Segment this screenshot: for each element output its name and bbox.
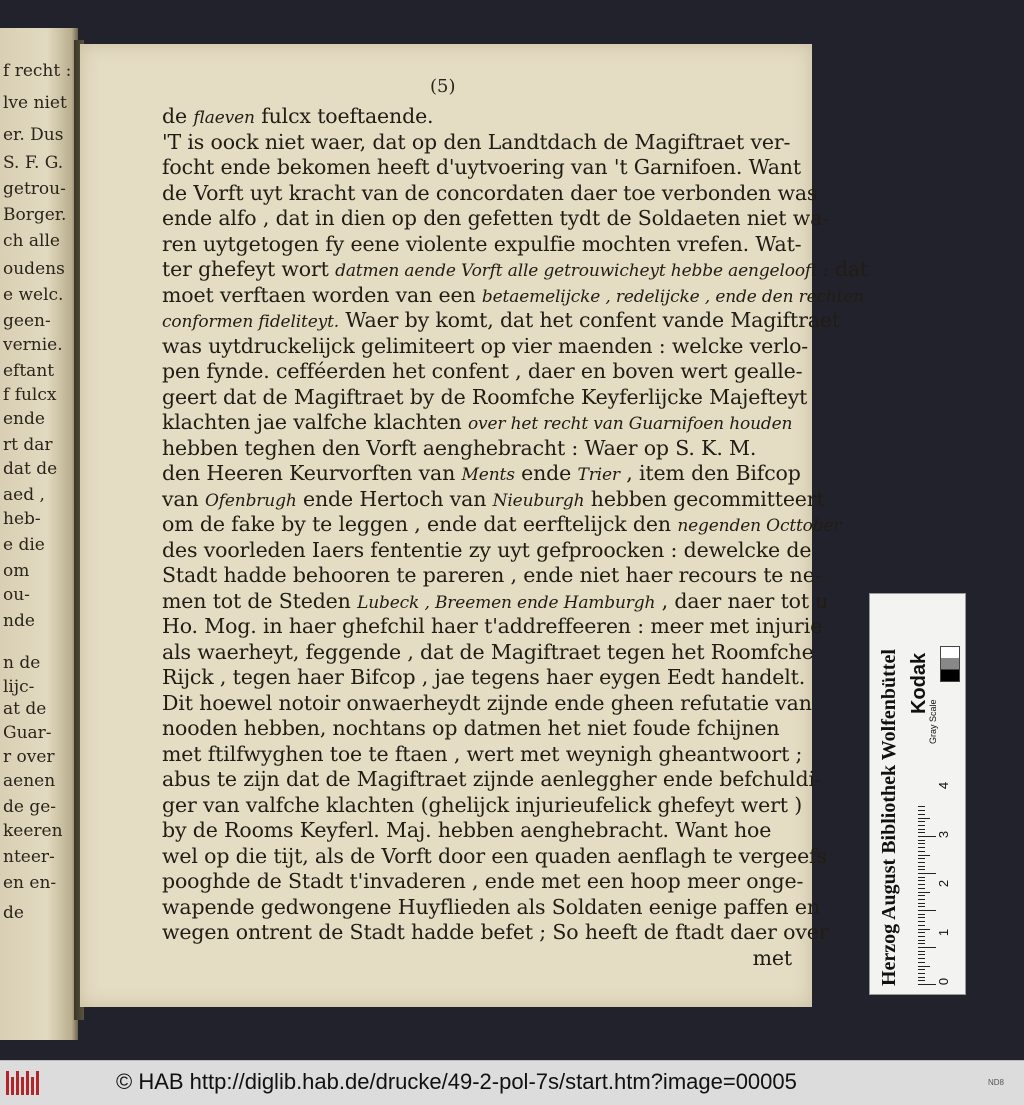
text-line — [162, 689, 862, 717]
previous-page-fragment: Guar- — [3, 723, 52, 743]
ruler-tick — [918, 932, 925, 933]
ruler-tick — [918, 858, 925, 859]
library-name: Herzog August Bibliothek Wolfenbüttel — [878, 649, 900, 986]
text-line — [162, 663, 862, 691]
italic-span: flaeven — [193, 108, 255, 128]
text-span: moet verftaen worden van een — [162, 282, 482, 307]
text-span: dat — [828, 257, 869, 281]
ruler-tick — [918, 836, 936, 837]
previous-page-fragment: n de — [3, 653, 41, 673]
previous-page-edge — [0, 28, 78, 1040]
italic-span: Lubeck , Breemen ende Hamburgh — [357, 592, 656, 613]
ruler-tick — [918, 969, 925, 970]
ruler-tick — [918, 903, 925, 904]
text-line — [162, 434, 862, 462]
text-span: nooden hebben, nochtans op datmen het niet foude fchijnen — [162, 716, 780, 740]
previous-page-fragment: keeren — [3, 821, 63, 841]
gray-scale-ruler — [869, 593, 966, 995]
previous-page-fragment: getrou- — [3, 179, 66, 199]
ruler-tick — [918, 973, 925, 974]
italic-span: Ofenbrugh — [204, 490, 297, 511]
ruler-tick — [918, 877, 925, 878]
page-number: (5) — [430, 76, 456, 97]
previous-page-fragment: e welc. — [3, 285, 64, 305]
ruler-tick — [918, 873, 936, 874]
ruler-tick — [918, 825, 925, 826]
text-line — [162, 816, 862, 844]
ruler-tick — [918, 843, 925, 844]
ruler-tick — [918, 943, 925, 944]
text-span: om de fake by te leggen , ende dat eerftelijck den — [162, 512, 678, 536]
footer-mark: ND8 — [987, 1078, 1004, 1087]
previous-page-fragment: aed , — [3, 485, 45, 505]
text-span: met ftilfwyghen toe te ftaen , wert met weynigh gheantwoort ; — [162, 741, 803, 766]
text-line — [162, 638, 862, 666]
previous-page-fragment: lijc- — [3, 677, 35, 697]
previous-page-fragment: en en- — [3, 873, 57, 893]
ruler-scale-number: 1 — [936, 928, 952, 937]
previous-page-fragment: rt dar — [3, 435, 53, 455]
text-span: wapende gedwongene Huyflieden als Soldaten eenige paffen en — [162, 894, 820, 919]
previous-page-fragment: vernie. — [3, 335, 63, 355]
ruler-tick — [918, 810, 925, 811]
text-line — [162, 867, 862, 895]
footer-bar — [0, 1060, 1024, 1105]
ruler-tick — [918, 851, 925, 852]
copyright-url[interactable]: © HAB http://diglib.hab.de/drucke/49-2-pol-7s/start.htm?image=00005 — [116, 1069, 797, 1094]
ruler-tick — [918, 951, 925, 952]
text-span: ende alfo , dat in dien op den gefetten tydt de Soldaeten niet wa- — [162, 206, 829, 230]
previous-page-fragment: at de — [3, 699, 47, 719]
ruler-tick — [918, 814, 925, 815]
logo-bar — [36, 1071, 39, 1095]
previous-page-fragment: e die — [3, 535, 45, 555]
ruler-tick — [918, 962, 925, 963]
hab-logo-icon — [6, 1067, 46, 1099]
italic-span: Nieuburgh — [492, 490, 585, 511]
previous-page-fragment: S. F. G. — [3, 153, 64, 173]
text-line — [162, 332, 862, 360]
previous-page-fragment: ende — [3, 409, 45, 429]
previous-page-fragment: oudens — [3, 259, 65, 279]
previous-page-fragment: eftant — [3, 361, 55, 381]
text-line — [162, 740, 862, 768]
catchword: met — [752, 945, 792, 970]
ruler-tick — [918, 977, 925, 978]
ruler-tick — [918, 914, 925, 915]
text-span: hebben teghen den Vorft aenghebracht : Waer op S. K. M. — [162, 435, 757, 460]
text-span: wel op die tijt, als de Vorft door een quaden aenflagh te vergeefs — [162, 843, 827, 868]
text-line — [162, 383, 862, 411]
ruler-tick — [918, 806, 925, 807]
text-line — [162, 893, 862, 921]
logo-bar — [16, 1071, 19, 1095]
ruler-scale-number: 4 — [936, 781, 952, 790]
text-span: ende — [514, 461, 578, 485]
text-span: ter ghefeyt wort — [162, 257, 336, 281]
ruler-tick — [918, 840, 925, 841]
ruler-scale-number: 0 — [936, 977, 952, 986]
ruler-tick — [918, 884, 925, 885]
text-span: Dit hoewel notoir onwaerheydt zijnde ende gheen refutatie van — [162, 690, 812, 715]
text-span: de — [162, 104, 194, 128]
ruler-tick — [918, 958, 925, 959]
gray-swatch — [940, 646, 960, 682]
text-span: fulcx toeftaende. — [254, 104, 434, 128]
ruler-tick — [918, 980, 925, 981]
text-line — [162, 536, 862, 564]
ruler-tick — [918, 862, 925, 863]
ruler-tick — [918, 954, 925, 955]
text-span: pen fynde. cefféerden het confent , daer en boven wert gealle- — [162, 359, 803, 383]
ruler-tick — [918, 936, 925, 937]
ruler-tick — [918, 869, 925, 870]
text-span: 'T is oock niet waer, dat op den Landtdach de Magiftraet ver- — [162, 129, 791, 154]
text-span: geert dat de Magiftraet by de Roomfche Keyferlijcke Majefteyt — [162, 384, 808, 409]
logo-bar — [31, 1077, 34, 1095]
ruler-tick — [918, 940, 925, 941]
text-span: Waer by komt, dat het confent vande Magiftraet — [339, 308, 840, 332]
previous-page-fragment: de ge- — [3, 797, 57, 817]
text-line — [162, 204, 862, 232]
ruler-tick — [918, 892, 930, 893]
previous-page-fragment: nde — [3, 611, 35, 631]
text-span: de Vorft uyt kracht van de concordaten daer toe verbonden was — [162, 180, 818, 205]
text-span: , daer naer tot u — [655, 588, 829, 613]
ruler-brand: Kodak — [908, 652, 930, 714]
ruler-scale-number: 3 — [936, 830, 952, 839]
ruler-tick — [918, 818, 930, 819]
previous-page-fragment: nteer- — [3, 847, 55, 867]
text-line — [162, 765, 862, 793]
text-span: by de Rooms Keyferl. Maj. hebben aenghebracht. Want hoe — [162, 818, 772, 842]
text-line — [162, 179, 862, 207]
ruler-tick — [918, 888, 925, 889]
previous-page-fragment: f fulcx — [3, 385, 57, 405]
text-span: focht ende bekomen heeft d'uytvoering van 't Garnifoen. Want — [162, 155, 801, 179]
text-span: des voorleden Iaers fententie zy uyt gefproocken : dewelcke de — [162, 537, 812, 562]
previous-page-fragment: heb- — [3, 509, 41, 529]
ruler-scale-number: 2 — [936, 879, 952, 888]
logo-bar — [21, 1077, 24, 1095]
text-span: als waerheyt, feggende , dat de Magiftraet tegen het Roomfche — [162, 639, 814, 664]
ruler-tick — [918, 847, 925, 848]
previous-page-fragment: f recht : — [3, 61, 72, 81]
text-span: van — [162, 486, 205, 511]
ruler-tick — [918, 895, 925, 896]
ruler-tick — [918, 910, 936, 911]
logo-bar — [11, 1077, 14, 1095]
text-span: was uytdruckelijck gelimiteert op vier maenden : welcke verlo- — [162, 333, 809, 358]
text-span: ren uytgetogen fy eene violente expulfie mochten vrefen. Wat- — [162, 231, 802, 256]
text-line — [162, 791, 862, 819]
previous-page-fragment: aenen — [3, 771, 56, 791]
text-span: ger van valfche klachten (ghelijck injurieufelick ghefeyt wert ) — [162, 792, 803, 817]
previous-page-fragment: om — [3, 561, 30, 581]
italic-span: datmen aende Vorft alle getrouwicheyt hebbe aengelooft : — [335, 261, 829, 281]
text-span: men tot de Steden — [162, 588, 358, 613]
previous-page-fragment: ch alle — [3, 231, 60, 251]
previous-page-fragment: r over — [3, 747, 55, 767]
italic-span: Ments — [461, 465, 515, 485]
text-span: , item den Bifcop — [619, 461, 801, 485]
text-line — [162, 842, 862, 870]
previous-page-fragment: er. Dus — [3, 125, 64, 145]
text-line — [162, 561, 862, 589]
ruler-tick — [918, 925, 925, 926]
ruler-tick — [918, 880, 925, 881]
previous-page-fragment: ou- — [3, 585, 30, 605]
text-span: abus te zijn dat de Magiftraet zijnde aenleggher ende befchuldi- — [162, 767, 822, 791]
previous-page-fragment: Borger. — [3, 205, 67, 225]
ruler-tick — [918, 866, 925, 867]
text-span: pooghde de Stadt t'invaderen , ende met een hoop meer onge- — [162, 869, 804, 893]
ruler-tick — [918, 832, 925, 833]
ruler-tick — [918, 899, 925, 900]
text-span: Rijck , tegen haer Bifcop , jae tegens haer eygen Eedt handelt. — [162, 665, 806, 689]
logo-bar — [26, 1071, 29, 1095]
italic-span: conformen fideliteyt. — [162, 312, 340, 332]
text-span: hebben gecommitteert — [584, 486, 825, 511]
text-span: ende Hertoch van — [296, 486, 493, 511]
ruler-subtitle: Gray Scale — [928, 699, 938, 744]
ruler-tick — [918, 921, 925, 922]
ruler-tick — [918, 966, 930, 967]
ruler-tick — [918, 906, 925, 907]
italic-span: over het recht van Guarnifoen houden — [467, 414, 793, 434]
text-line — [162, 128, 862, 156]
ruler-tick — [918, 929, 930, 930]
ruler-tick — [918, 947, 936, 948]
text-line — [162, 612, 862, 640]
text-span: den Heeren Keurvorften van — [162, 461, 462, 485]
ruler-tick — [918, 829, 925, 830]
previous-page-fragment: dat de — [3, 459, 58, 479]
logo-bar — [6, 1071, 9, 1095]
ruler-ticks — [918, 804, 938, 984]
book-page — [80, 44, 869, 1007]
italic-span: negenden Octtober — [677, 516, 842, 536]
previous-page-fragment: lve niet — [3, 93, 67, 113]
text-span: wegen ontrent de Stadt hadde befet ; So heeft de ftadt daer over — [162, 920, 829, 944]
italic-span: Trier — [577, 465, 620, 485]
previous-page-fragment: de — [3, 903, 24, 923]
text-span: Ho. Mog. in haer ghefchil haer t'addreffeeren : meer met injurie — [162, 614, 823, 638]
italic-span: betaemelijcke , redelijcke , ende den rechten — [481, 286, 865, 307]
ruler-tick — [918, 821, 925, 822]
ruler-tick — [918, 855, 930, 856]
text-span: klachten jae valfche klachten — [162, 410, 468, 434]
text-line — [162, 918, 862, 946]
ruler-tick — [918, 917, 925, 918]
text-line — [162, 714, 862, 742]
text-line — [162, 153, 862, 181]
text-line — [162, 230, 862, 258]
previous-page-fragment: geen- — [3, 311, 51, 331]
text-span: Stadt hadde behooren te pareren , ende niet haer recours te ne- — [162, 563, 822, 587]
text-line — [162, 357, 862, 385]
ruler-tick — [918, 984, 936, 985]
